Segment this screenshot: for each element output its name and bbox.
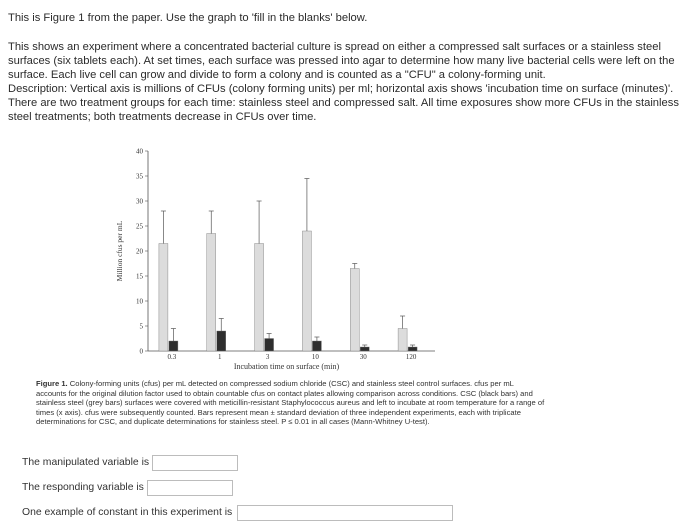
steel-bar <box>159 244 168 352</box>
responding-variable-input[interactable] <box>147 480 233 496</box>
experiment-summary: This shows an experiment where a concentrated bacterial culture is spread on either a compressed salt surfaces or a stainless steel surfaces (six tablets each). At set times, each surface was pressed into agar to determine how many live bacterial cells were left on the surface. Each live cell can grow and divide to form a colony and is counted as a "CFU" a colony-forming unit. <box>8 41 675 82</box>
steel-bar <box>398 329 407 352</box>
salt-bar <box>408 347 417 351</box>
y-tick-label: 10 <box>136 297 143 306</box>
x-tick-label: 1 <box>218 353 222 361</box>
salt-bar <box>169 341 178 351</box>
caption-label: Figure 1. <box>36 379 68 388</box>
constant-input[interactable] <box>237 505 453 521</box>
chart-axes <box>148 151 435 351</box>
caption-text: Colony-forming units (cfus) per mL detected on compressed sodium chloride (CSC) and stainless steel control surfaces. cfus per mL accounts for the original dilution factor used to obtain countable cfus on contact plates allowing comparison across conditions. CSC (black bars) and stainless steel (grey bars) surfaces were covered with meticillin-resistant Staphylococcus aureus and left to incubate at room temperature for a range of times (x axis). cfus were subsequently counted. Bars represent mean ± standard deviation of three independent experiments, each with triplicate determinations for CSC, and duplicate determinations for stainless steel. P ≤ 0.01 in all cases (Mann-Whitney U-test). <box>36 379 545 427</box>
manipulated-variable-label: The manipulated variable is <box>22 457 150 468</box>
chart-ticks <box>136 148 417 362</box>
manipulated-variable-input[interactable] <box>152 455 238 471</box>
salt-bar <box>312 341 321 351</box>
intro-text: This is Figure 1 from the paper. Use the graph to 'fill in the blanks' below. <box>8 12 368 24</box>
y-tick-label: 40 <box>136 147 143 156</box>
y-tick-label: 5 <box>139 322 143 331</box>
x-tick-label: 30 <box>359 353 367 361</box>
x-tick-label: 120 <box>405 353 417 361</box>
chart-bars <box>159 179 417 352</box>
steel-bar <box>255 244 264 352</box>
steel-bar <box>302 231 311 351</box>
x-tick-label: 0.3 <box>167 353 177 361</box>
y-tick-label: 20 <box>136 247 143 256</box>
graph-description: Description: Vertical axis is millions of CFUs (colony forming units) per ml; horizontal axis shows 'incubation time on surface (minutes)'. There are two treatment groups for each time: stainless steel and compressed salt. All time exposures show more CFUs in the stainless steel treatments; both treatments decrease in CFUs over time. <box>8 83 679 124</box>
y-axis-label: Million cfus per mL <box>115 220 124 282</box>
y-tick-label: 0 <box>139 347 143 356</box>
salt-bar <box>360 347 369 351</box>
x-axis-label: Incubation time on surface (min) <box>233 362 340 371</box>
figure-1-chart <box>110 143 470 378</box>
x-tick-label: 3 <box>265 353 270 361</box>
y-tick-label: 30 <box>136 197 143 206</box>
salt-bar <box>265 339 274 352</box>
steel-bar <box>207 234 216 352</box>
salt-bar <box>217 331 226 351</box>
responding-variable-label: The responding variable is <box>22 482 144 493</box>
steel-bar <box>350 269 359 352</box>
y-tick-label: 25 <box>136 222 143 231</box>
y-tick-label: 35 <box>136 172 143 181</box>
y-tick-label: 15 <box>136 272 143 281</box>
figure-caption <box>36 379 546 427</box>
constant-label: One example of constant in this experiment is <box>22 507 233 518</box>
x-tick-label: 10 <box>311 353 319 361</box>
